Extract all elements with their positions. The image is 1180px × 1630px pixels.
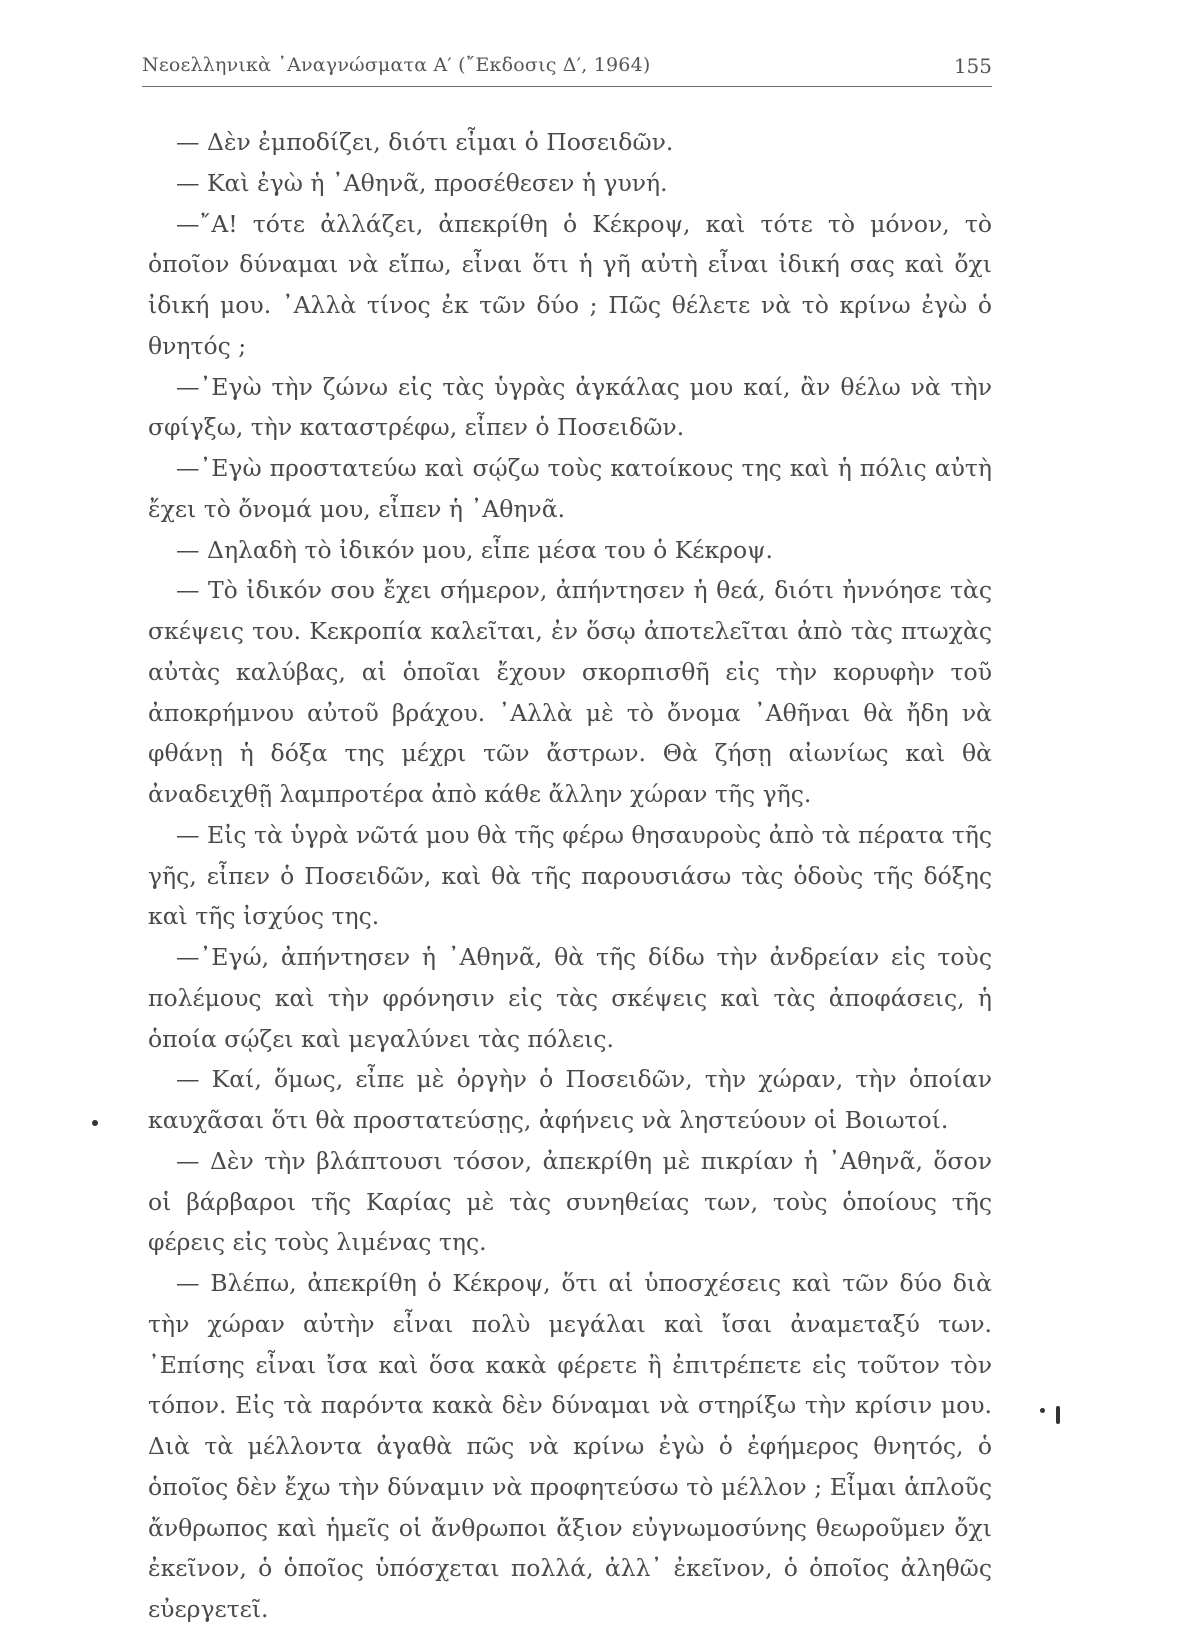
running-title: Νεοελληνικὰ ᾿Αναγνώσματα Α′ (῎Εκδοσις Δ′, 1964) (142, 54, 651, 76)
paragraph: — Βλέπω, ἀπεκρίθη ὁ Κέκροψ, ὅτι αἱ ὑποσχέσεις καὶ τῶν δύο διὰ τὴν χώραν αὐτὴν εἶναι πολὺ μεγάλαι καὶ ἴσαι ἀναμεταξύ των. ᾿Επίσης εἶναι ἴσα καὶ ὅσα κακὰ φέρετε ἢ ἐπιτρέπετε εἰς τοῦτον τὸν τόπον. Εἰς τὰ παρόντα κακὰ δὲν δύναμαι νὰ στηρίξω τὴν κρίσιν μου. Διὰ τὰ μέλλοντα ἀγαθὰ πῶς νὰ κρίνω ἐγὼ ὁ ἐφήμερος θνητός, ὁ ὁποῖος δὲν ἔχω τὴν δύναμιν νὰ προφητεύσω τὸ μέλλον ; Εἶμαι ἁπλοῦς ἄνθρωπος καὶ ἡμεῖς οἱ ἄνθρωποι ἄξιον εὐγνωμοσύνης θεωροῦμεν ὄχι ἐκεῖνον, ὁ ὁποῖος ὑπόσχεται πολλά, ἀλλ᾿ ἐκεῖνον, ὁ ὁποῖος ἀληθῶς εὐεργετεῖ. (148, 1269, 992, 1623)
paragraph: — Τὸ ἰδικόν σου ἔχει σήμερον, ἀπήντησεν ἡ θεά, διότι ἠννόησε τὰς σκέψεις του. Κεκροπία καλεῖται, ἐν ὅσῳ ἀποτελεῖται ἀπὸ τὰς πτωχὰς αὐτὰς καλύβας, αἱ ὁποῖαι ἔχουν σκορπισθῆ εἰς τὴν κορυφὴν τοῦ ἀποκρήμνου αὐτοῦ βράχου. ᾿Αλλὰ μὲ τὸ ὄνομα ᾿Αθῆναι θὰ ἤδη νὰ φθάνῃ ἡ δόξα της μέχρι τῶν ἄστρων. Θὰ ζήσῃ αἰωνίως καὶ θὰ ἀναδειχθῇ λαμπροτέρα ἀπὸ κάθε ἄλλην χώραν τῆς γῆς. (148, 576, 992, 808)
page-number: 155 (953, 54, 992, 78)
paragraph: — Δὲν ἐμποδίζει, διότι εἶμαι ὁ Ποσειδῶν. (176, 128, 674, 156)
scan-speck (1040, 1408, 1045, 1413)
paragraph: — Καὶ ἐγὼ ἡ ᾿Αθηνᾶ, προσέθεσεν ἡ γυνή. (176, 168, 668, 197)
paragraph: — Καί, ὅμως, εἶπε μὲ ὀργὴν ὁ Ποσειδῶν, τὴν χώραν, τὴν ὁποίαν καυχᾶσαι ὅτι θὰ προστατεύσῃς, ἀφήνεις νὰ ληστεύουν οἱ Βοιωτοί. (148, 1065, 992, 1134)
page-header (142, 50, 992, 87)
paragraph: — Δηλαδὴ τὸ ἰδικόν μου, εἶπε μέσα του ὁ Κέκροψ. (176, 535, 774, 564)
paragraph: —᾿Εγώ, ἀπήντησεν ἡ ᾿Αθηνᾶ, θὰ τῆς δίδω τὴν ἀνδρείαν εἰς τοὺς πολέμους καὶ τὴν φρόνησιν εἰς τὰς σκέψεις καὶ τὰς ἀποφάσεις, ἡ ὁποία σῴζει καὶ μεγαλύνει τὰς πόλεις. (148, 943, 992, 1053)
paragraph: — Δὲν τὴν βλάπτουσι τόσον, ἀπεκρίθη μὲ πικρίαν ἡ ᾿Αθηνᾶ, ὅσον οἱ βάρβαροι τῆς Καρίας μὲ τὰς συνηθείας των, τοὺς ὁποίους τῆς φέρεις εἰς τοὺς λιμένας της. (148, 1146, 992, 1257)
text-body (148, 122, 992, 1630)
scan-speck (1056, 1406, 1060, 1424)
scan-speck (92, 1120, 98, 1126)
paragraph: —᾿Εγὼ τὴν ζώνω εἰς τὰς ὑγρὰς ἀγκάλας μου καί, ἂν θέλω νὰ τὴν σφίγξω, τὴν καταστρέφω, εἶπεν ὁ Ποσειδῶν. (148, 372, 992, 442)
paragraph: — Εἰς τὰ ὑγρὰ νῶτά μου θὰ τῆς φέρω θησαυροὺς ἀπὸ τὰ πέρατα τῆς γῆς, εἶπεν ὁ Ποσειδῶν, καὶ θὰ τῆς παρουσιάσω τὰς ὁδοὺς τῆς δόξης καὶ τῆς ἰσχύος της. (148, 820, 992, 931)
paragraph: —῎Α! τότε ἀλλάζει, ἀπεκρίθη ὁ Κέκροψ, καὶ τότε τὸ μόνον, τὸ ὁποῖον δύναμαι νὰ εἴπω, εἶναι ὅτι ἡ γῆ αὐτὴ εἶναι ἰδική σας καὶ ὄχι ἰδική μου. ᾿Αλλὰ τίνος ἐκ τῶν δύο ; Πῶς θέλετε νὰ τὸ κρίνω ἐγὼ ὁ θνητός ; (148, 209, 992, 360)
paragraph: —᾿Εγὼ προστατεύω καὶ σῴζω τοὺς κατοίκους της καὶ ἡ πόλις αὐτὴ ἔχει τὸ ὄνομά μου, εἶπεν ἡ ᾿Αθηνᾶ. (148, 454, 992, 523)
